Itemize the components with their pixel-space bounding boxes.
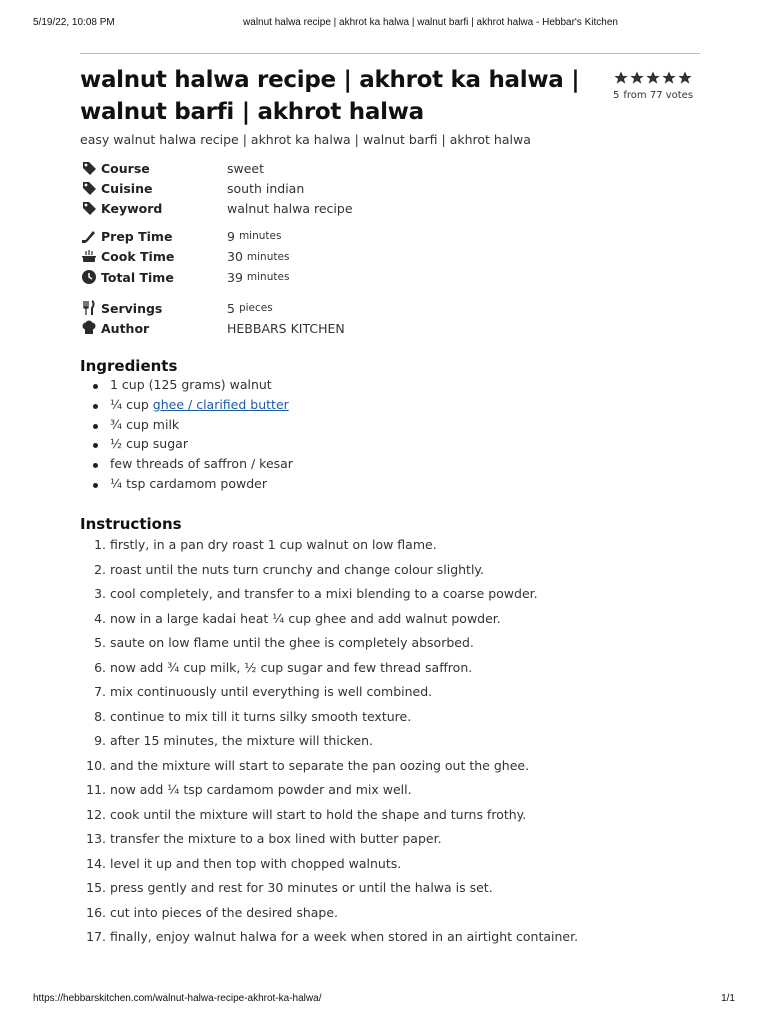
meta-label: Keyword bbox=[101, 200, 163, 216]
print-datetime: 5/19/22, 10:08 PM bbox=[33, 17, 115, 28]
step-number: 1. bbox=[94, 537, 110, 552]
step-number: 4. bbox=[94, 610, 110, 626]
ingredient-link[interactable]: ghee / clarified butter bbox=[152, 396, 289, 412]
step-number: 11. bbox=[86, 782, 110, 797]
meta-label: Author bbox=[101, 320, 150, 336]
step-number: 5. bbox=[94, 635, 110, 650]
step-text: mix continuously until everything is well combined. bbox=[110, 684, 433, 699]
meta-value: 30 bbox=[227, 249, 243, 265]
step-text: roast until the nuts turn crunchy and change colour slightly. bbox=[110, 561, 485, 577]
step-text: now in a large kadai heat ¼ cup ghee and add walnut powder. bbox=[110, 610, 501, 626]
step-number: 17. bbox=[86, 929, 110, 944]
instruction-step bbox=[80, 856, 578, 881]
step-number: 7. bbox=[94, 684, 110, 699]
instruction-step bbox=[80, 586, 578, 611]
recipe-times bbox=[80, 226, 680, 288]
instruction-step bbox=[80, 807, 578, 832]
meta-row-cuisine bbox=[80, 178, 680, 198]
instruction-step bbox=[80, 905, 578, 930]
step-text: saute on low flame until the ghee is completely absorbed. bbox=[110, 635, 474, 650]
print-url: https://hebbarskitchen.com/walnut-halwa-recipe-akhrot-ka-halwa/ bbox=[33, 993, 322, 1004]
step-number: 6. bbox=[94, 659, 110, 675]
recipe-servings-author bbox=[80, 298, 680, 338]
ingredient-text: ¾ cup milk bbox=[110, 416, 180, 432]
star-icon[interactable] bbox=[677, 70, 693, 86]
meta-value: 39 bbox=[227, 269, 243, 285]
ingredient-item bbox=[110, 397, 293, 417]
meta-row-prep-time bbox=[80, 226, 680, 247]
rating-stars[interactable] bbox=[613, 70, 703, 86]
step-number: 16. bbox=[86, 904, 110, 920]
step-text: finally, enjoy walnut halwa for a week when stored in an airtight container. bbox=[110, 929, 579, 944]
step-number: 3. bbox=[94, 586, 110, 601]
tag-icon bbox=[80, 180, 98, 196]
rating-value: 5 bbox=[613, 90, 620, 101]
instruction-step bbox=[80, 929, 578, 954]
step-text: transfer the mixture to a box lined with butter paper. bbox=[110, 831, 442, 846]
meta-unit: minutes bbox=[238, 230, 282, 243]
meta-label: Prep Time bbox=[101, 228, 173, 244]
instruction-step bbox=[80, 684, 578, 709]
step-number: 12. bbox=[86, 806, 110, 822]
ingredients-heading: Ingredients bbox=[80, 357, 178, 375]
step-text: after 15 minutes, the mixture will thicken. bbox=[110, 733, 374, 748]
instructions-heading: Instructions bbox=[80, 515, 182, 533]
ingredient-text: ¼ tsp cardamom powder bbox=[110, 475, 268, 491]
instruction-step bbox=[80, 611, 578, 636]
star-icon[interactable] bbox=[645, 70, 661, 86]
step-text: cook until the mixture will start to hold the shape and turns frothy. bbox=[110, 806, 527, 822]
step-number: 8. bbox=[94, 708, 110, 724]
meta-label: Cook Time bbox=[101, 249, 175, 265]
step-text: cut into pieces of the desired shape. bbox=[110, 904, 339, 920]
meta-row-cook-time bbox=[80, 247, 680, 268]
star-icon[interactable] bbox=[613, 70, 629, 86]
star-icon[interactable] bbox=[661, 70, 677, 86]
meta-label: Cuisine bbox=[101, 180, 153, 196]
meta-unit: minutes bbox=[246, 271, 290, 284]
rating-votes-text: from 77 votes bbox=[623, 90, 694, 101]
ingredient-text: ½ cup sugar bbox=[110, 436, 188, 452]
ingredient-text: few threads of saffron / kesar bbox=[110, 456, 293, 472]
step-number: 13. bbox=[86, 831, 110, 846]
meta-row-servings bbox=[80, 298, 680, 318]
meta-unit: pieces bbox=[238, 302, 273, 314]
ingredient-item bbox=[110, 377, 293, 397]
step-number: 9. bbox=[94, 733, 110, 748]
step-text: press gently and rest for 30 minutes or until the halwa is set. bbox=[110, 880, 493, 895]
meta-unit: minutes bbox=[246, 250, 290, 263]
ingredient-item bbox=[110, 476, 293, 496]
meta-label: Servings bbox=[101, 300, 163, 316]
cutlery-icon bbox=[80, 300, 98, 316]
meta-value: sweet bbox=[227, 160, 265, 176]
step-number: 10. bbox=[86, 757, 110, 773]
instruction-step bbox=[80, 635, 578, 660]
recipe-rating[interactable] bbox=[613, 70, 703, 101]
instruction-step bbox=[80, 537, 578, 562]
step-text: firstly, in a pan dry roast 1 cup walnut on low flame. bbox=[110, 537, 437, 552]
instruction-step bbox=[80, 562, 578, 587]
meta-value: 5 bbox=[227, 300, 235, 316]
print-doc-title: walnut halwa recipe | akhrot ka halwa | walnut barfi | akhrot halwa - Hebbar's Kitchen bbox=[243, 17, 618, 28]
instruction-step bbox=[80, 758, 578, 783]
meta-row-course bbox=[80, 158, 680, 178]
ingredient-item bbox=[110, 417, 293, 437]
ingredients-list bbox=[80, 377, 293, 496]
recipe-summary: easy walnut halwa recipe | akhrot ka halwa | walnut barfi | akhrot halwa bbox=[80, 132, 531, 147]
meta-row-total-time bbox=[80, 267, 680, 288]
meta-row-keyword bbox=[80, 198, 680, 218]
tag-icon bbox=[80, 160, 98, 176]
step-text: and the mixture will start to separate the pan oozing out the ghee. bbox=[110, 757, 530, 773]
step-number: 14. bbox=[86, 855, 110, 871]
step-number: 15. bbox=[86, 880, 110, 895]
instructions-list bbox=[80, 537, 578, 954]
ingredient-text: ¼ cup bbox=[110, 396, 153, 412]
ingredient-item bbox=[110, 436, 293, 456]
meta-row-author bbox=[80, 318, 680, 338]
step-text: level it up and then top with chopped walnuts. bbox=[110, 855, 402, 871]
ingredient-item bbox=[110, 456, 293, 476]
instruction-step bbox=[80, 880, 578, 905]
pot-icon bbox=[80, 249, 98, 265]
recipe-tags bbox=[80, 158, 680, 218]
instruction-step bbox=[80, 660, 578, 685]
meta-value: HEBBARS KITCHEN bbox=[227, 320, 345, 336]
print-page-number: 1/1 bbox=[721, 993, 735, 1004]
rating-votes bbox=[613, 90, 703, 101]
step-text: cool completely, and transfer to a mixi blending to a coarse powder. bbox=[110, 586, 538, 601]
chef-icon bbox=[80, 320, 98, 336]
print-footer bbox=[33, 993, 735, 1004]
instruction-step bbox=[80, 782, 578, 807]
step-text: now add ¼ tsp cardamom powder and mix well. bbox=[110, 782, 412, 797]
step-text: now add ¾ cup milk, ½ cup sugar and few thread saffron. bbox=[110, 659, 473, 675]
tag-icon bbox=[80, 200, 98, 216]
meta-value: walnut halwa recipe bbox=[227, 200, 353, 216]
instruction-step bbox=[80, 709, 578, 734]
meta-value: south indian bbox=[227, 180, 305, 196]
clock-icon bbox=[80, 269, 98, 285]
meta-value: 9 bbox=[227, 228, 235, 244]
instruction-step bbox=[80, 733, 578, 758]
recipe-card bbox=[80, 53, 700, 944]
knife-icon bbox=[80, 228, 98, 244]
step-text: continue to mix till it turns silky smooth texture. bbox=[110, 708, 412, 724]
meta-label: Total Time bbox=[101, 269, 174, 285]
instruction-step bbox=[80, 831, 578, 856]
meta-label: Course bbox=[101, 160, 150, 176]
recipe-title: walnut halwa recipe | akhrot ka halwa | walnut barfi | akhrot halwa bbox=[80, 67, 580, 125]
ingredient-text: 1 cup (125 grams) walnut bbox=[110, 377, 272, 392]
star-icon[interactable] bbox=[629, 70, 645, 86]
step-number: 2. bbox=[94, 561, 110, 577]
